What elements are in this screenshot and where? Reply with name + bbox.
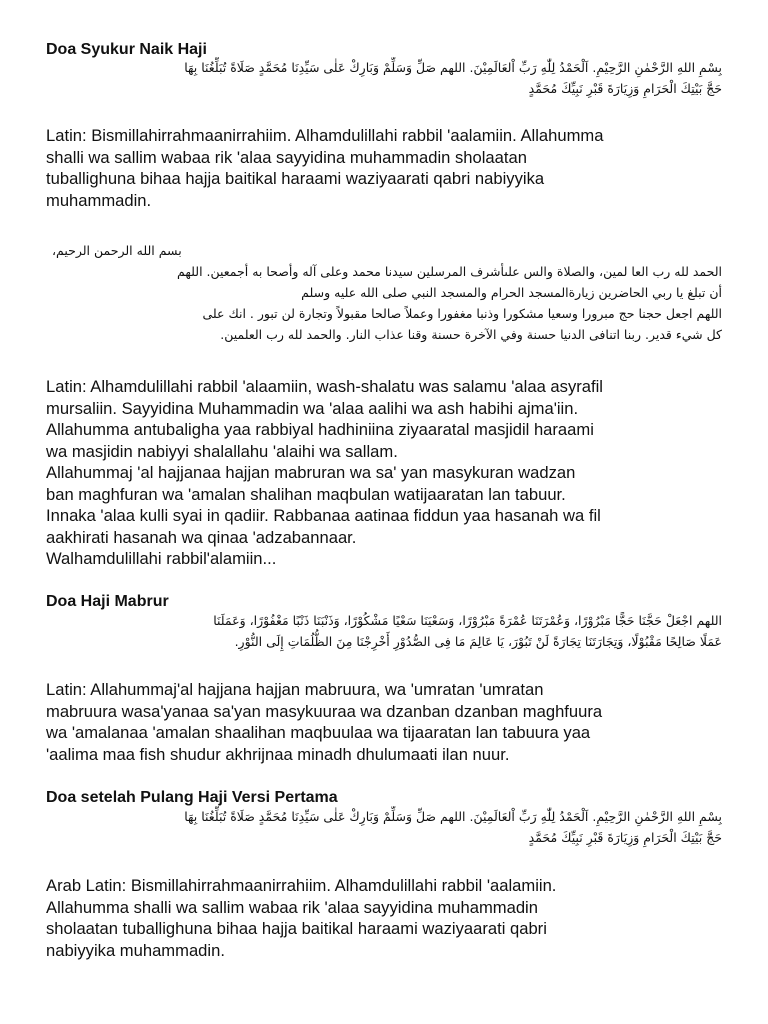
latin-line: Allahummaj 'al hajjanaa hajjan mabruran wa sa' yan masykuran wadzan — [46, 463, 576, 482]
arabic-text-doa-haji-mabrur — [44, 610, 722, 654]
latin-line: Latin: Alhamdulillahi rabbil 'alaamiin, wash-shalatu was salamu 'alaa asyrafil — [46, 377, 603, 396]
arabic-line: اللهم اجعل حجنا حج مبرورا وسعيا مشكورا وذنبا مغفورا وعملاً صالحا مقبولاً وتجارة لن تبور . انك على — [202, 306, 722, 321]
latin-line: Innaka 'alaa kulli syai in qadiir. Rabbanaa aatinaa fiddun yaa hasanah wa fil — [46, 506, 601, 525]
latin-line: Allahumma shalli wa sallim wabaa rik 'alaa sayyidina muhammadin — [46, 897, 538, 917]
latin-line: Walhamdulillahi rabbil'alamiin... — [46, 549, 277, 568]
section-heading-doa-haji-mabrur: Doa Haji Mabrur — [46, 593, 169, 610]
latin-line: mabruura wasa'yanaa sa'yan masykuuraa wa dzanban dzanban maghfuura — [46, 701, 603, 721]
latin-line: Arab Latin: Bismillahirrahmaanirrahiim. Alhamdulillahi rabbil 'aalamiin. — [46, 876, 557, 895]
section-heading-doa-syukur-naik-haji: Doa Syukur Naik Haji — [46, 41, 207, 58]
latin-line: Latin: Bismillahirrahmaanirrahiim. Alhamdulillahi rabbil 'aalamiin. Allahumma — [46, 126, 604, 145]
latin-line: 'aalima maa fish shudur akhrijnaa minadh dhulumaati ilan nuur. — [46, 744, 510, 764]
arabic-line: حَجَّ بَيْتِكَ الْحَرَامِ وَزِيَارَةَ قَبْرِ نَبِيِّكَ مُحَمَّدٍ — [528, 81, 722, 96]
arabic-line: عَمَلًا صَالِحًا مَقْبُوْلًا، وَتِجَارَتَنَا تِجَارَةً لَنْ تَبُوْرَ، يَا عَالِمَ مَا فِى الصُّدُوْرِ أَخْرِجْنَا مِنَ الظُّلُمَاتِ إِلَى النُّوْرِ. — [234, 634, 722, 649]
latin-text-doa-haji-mabrur — [46, 679, 736, 765]
arabic-line — [44, 240, 722, 261]
arabic-line: بِسْمِ اللهِ الرَّحْمٰنِ الرَّحِيْمِ. اَلْحَمْدُ لِلّٰهِ رَبِّ اْلعَالَمِيْنَ. اللهم صَلِّ وَسَلِّمْ وَبَارِكْ عَلٰى سَيِّدِنَا مُحَمَّدٍ صَلَاةً تُبَلِّغُنَا بِهَا — [184, 809, 722, 824]
latin-line: Allahumma antubaligha yaa rabbiyal hadhiniina ziyaaratal masjidil haraami — [46, 420, 594, 439]
arabic-line: أن تبلغ يا ربي الحاضرين زيارةالمسجد الحرام والمسجد النبي صلى الله عليه وسلم — [301, 285, 722, 300]
section-heading-doa-setelah-pulang-haji: Doa setelah Pulang Haji Versi Pertama — [46, 789, 338, 806]
latin-text-doa-syukur — [46, 125, 736, 211]
arabic-basmala: بسم الله الرحمن الرحيم، — [52, 243, 182, 258]
latin-line: shalli wa sallim wabaa rik 'alaa sayyidina muhammadin sholaatan — [46, 147, 527, 167]
latin-line: wa masjidin nabiyyi shalallahu 'alaihi wa sallam. — [46, 441, 398, 461]
arabic-text-doa-pulang-haji — [44, 240, 722, 345]
latin-line: nabiyyika muhammadin. — [46, 940, 225, 960]
arabic-line: كل شيء قدير. ربنا اتنافى الدنيا حسنة وفي الآخرة حسنة وقنا عذاب النار. والحمد لله رب العلمين. — [220, 327, 722, 342]
arabic-line: الحمد لله رب العا لمين، والصلاة والس علىأشرف المرسلين سيدنا محمد وعلى آله وأصحا به أجمعين. اللهم — [177, 264, 722, 279]
latin-line: wa 'amalanaa 'amalan shaalihan maqbuulaa wa tijaaratan lan tabuura yaa — [46, 723, 591, 742]
latin-line: tuballighuna bihaa hajja baitikal haraami waziyaarati qabri nabiyyika — [46, 169, 545, 188]
latin-line: sholaatan tuballighuna bihaa hajja baitikal haraami waziyaarati qabri — [46, 919, 547, 938]
arabic-line: اللهم اجْعَلْ حَجَّنَا حَجًّا مَبْرُوْرًا، وَعُمْرَتَنَا عُمْرَةً مَبْرُوْرًا، وَسَعْيَنَا سَعْيًا مَشْكُوْرًا، وَذَنْبَنَا ذَنْبًا مَغْفُوْرًا، وَعَمَلَنَا — [213, 613, 722, 628]
arabic-text-doa-syukur — [44, 57, 722, 101]
latin-line: mursaliin. Sayyidina Muhammadin wa 'alaa aalihi wa ash habihi ajma'iin. — [46, 398, 579, 418]
latin-text-doa-pulang-haji — [46, 376, 736, 570]
arabic-line: بِسْمِ اللهِ الرَّحْمٰنِ الرَّحِيْمِ. اَلْحَمْدُ لِلّٰهِ رَبِّ اْلعَالَمِيْنَ. اللهم صَلِّ وَسَلِّمْ وَبَارِكْ عَلٰى سَيِّدِنَا مُحَمَّدٍ صَلَاةً تُبَلِّغُنَا بِهَا — [184, 60, 722, 75]
latin-line: aakhirati hasanah wa qinaa 'adzabannaar. — [46, 527, 357, 547]
latin-line: Latin: Allahummaj'al hajjana hajjan mabruura, wa 'umratan 'umratan — [46, 680, 544, 699]
latin-text-doa-setelah-pulang — [46, 875, 736, 961]
latin-line: ban maghfuran wa 'amalan shalihan maqbulan watijaaratan lan tabuur. — [46, 484, 566, 504]
arabic-line: حَجَّ بَيْتِكَ الْحَرَامِ وَزِيَارَةَ قَبْرِ نَبِيِّكَ مُحَمَّدٍ — [528, 830, 722, 845]
arabic-text-doa-setelah-pulang — [44, 806, 722, 850]
latin-line: muhammadin. — [46, 190, 152, 210]
